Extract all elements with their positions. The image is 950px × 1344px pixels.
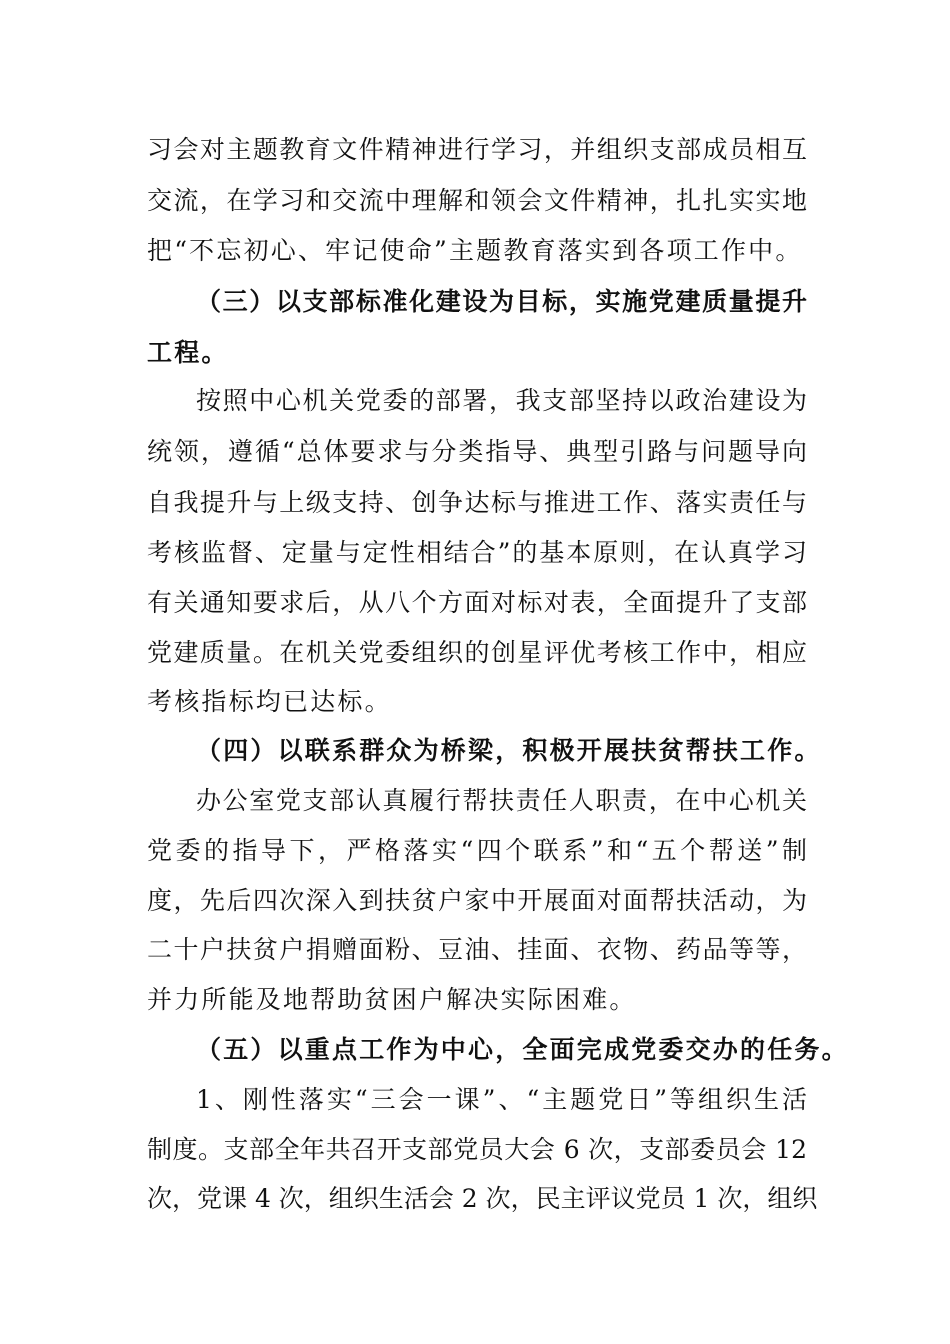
paragraph-line: 党委的指导下，严格落实“四个联系”和“五个帮送”制: [147, 836, 807, 865]
paragraph-line: 1、刚性落实“三会一课”、“主题党日”等组织生活: [196, 1085, 807, 1114]
paragraph-line: 考核指标均已达标。: [147, 687, 392, 716]
paragraph-line: 次，党课 4 次，组织生活会 2 次，民主评议党员 1 次，组织: [147, 1184, 818, 1213]
paragraph-line: 把“不忘初心、牢记使命”主题教育落实到各项工作中。: [147, 236, 803, 265]
section-heading-4: （四）以联系群众为桥梁，积极开展扶贫帮扶工作。: [196, 736, 822, 765]
paragraph-line: 制度。支部全年共召开支部党员大会 6 次，支部委员会 12: [147, 1135, 807, 1164]
paragraph-line: 交流，在学习和交流中理解和领会文件精神，扎扎实实地: [147, 186, 807, 215]
section-heading-3: （三）以支部标准化建设为目标，实施党建质量提升: [196, 287, 807, 316]
paragraph-line: 度，先后四次深入到扶贫户家中开展面对面帮扶活动，为: [147, 886, 807, 915]
paragraph-line: 考核监督、定量与定性相结合”的基本原则，在认真学习: [147, 538, 807, 567]
paragraph-line: 自我提升与上级支持、创争达标与推进工作、落实责任与: [147, 488, 807, 517]
paragraph-line: 统领，遵循“总体要求与分类指导、典型引路与问题导向: [147, 437, 807, 466]
paragraph-line: 按照中心机关党委的部署，我支部坚持以政治建设为: [196, 386, 807, 415]
paragraph-line: 习会对主题教育文件精神进行学习，并组织支部成员相互: [147, 135, 807, 164]
section-heading-3-continued: 工程。: [147, 338, 229, 367]
section-heading-5: （五）以重点工作为中心，全面完成党委交办的任务。: [196, 1035, 849, 1064]
paragraph-line: 二十户扶贫户捐赠面粉、豆油、挂面、衣物、药品等等，: [147, 935, 807, 964]
paragraph-line: 办公室党支部认真履行帮扶责任人职责，在中心机关: [196, 786, 807, 815]
paragraph-line: 有关通知要求后，从八个方面对标对表，全面提升了支部: [147, 588, 807, 617]
paragraph-line: 并力所能及地帮助贫困户解决实际困难。: [147, 985, 637, 1014]
paragraph-line: 党建质量。在机关党委组织的创星评优考核工作中，相应: [147, 638, 807, 667]
